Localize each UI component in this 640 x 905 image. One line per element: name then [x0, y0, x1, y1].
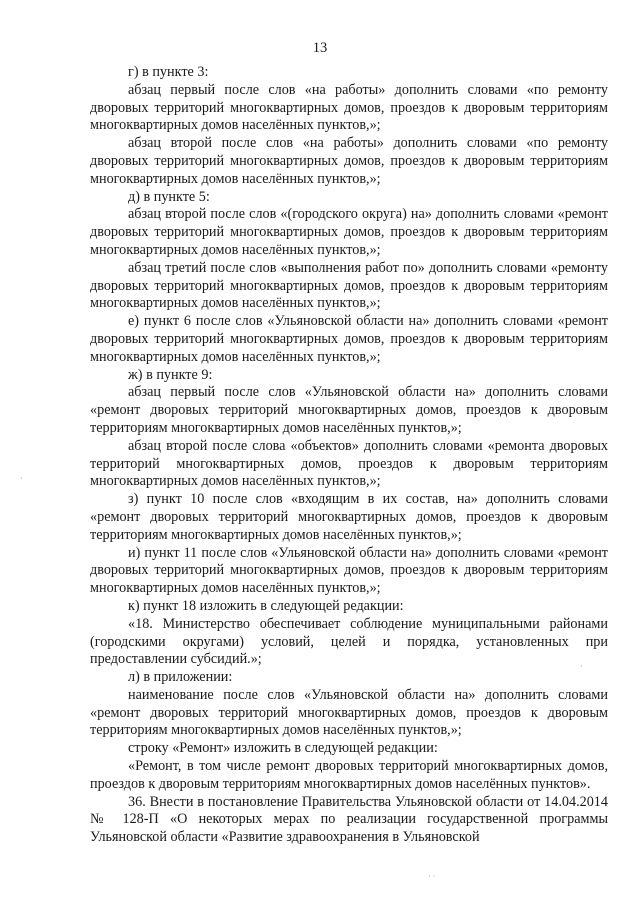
- paragraph: абзац третий после слов «выполнения работ по» дополнить словами «ремонту дворовых территорий многоквартирных домов, проездов к дворовым территориям многоквартирных домов населённых пунктов,»;: [90, 259, 608, 312]
- paragraph: наименование после слов «Ульяновской области на» дополнить словами «ремонт дворовых территорий многоквартирных домов, проездов к дворовым территориям многоквартирных домов населённых пунктов,»;: [90, 686, 608, 739]
- paragraph-36: 36. Внести в постановление Правительства Ульяновской области от 14.04.2014 № 128-П «О некоторых мерах по реализации государственной программы Ульяновской области «Развитие здравоохранения в Ульяновской: [90, 793, 608, 846]
- scan-mark: ·: [20, 474, 23, 483]
- paragraph: абзац второй после слов «(городского округа) на» дополнить словами «ремонт дворовых территорий многоквартирных домов, проездов к дворовым территориям многоквартирных домов населённых пунктов,»;: [90, 206, 608, 258]
- paragraph-z: з) пункт 10 после слов «входящим в их состав, на» дополнить словами «ремонт дворовых территорий многоквартирных домов, проездов к дворовым территориям многоквартирных домов населённых пунктов,»;: [90, 491, 608, 543]
- paragraph: строку «Ремонт» изложить в следующей редакции:: [128, 740, 438, 757]
- paragraph-d: д) в пункте 5:: [128, 188, 210, 205]
- paragraph: абзац второй после слов «на работы» дополнить словами «по ремонту дворовых территорий многоквартирных домов, проездов к дворовым территориям многоквартирных домов населённых пунктов,»;: [90, 135, 608, 187]
- paragraph-g: г) в пункте 3:: [128, 64, 209, 80]
- scan-mark: · ·: [428, 872, 436, 881]
- quoted-paragraph: «Ремонт, в том числе ремонт дворовых территорий многоквартирных домов, проездов к дворовым территориям многоквартирных домов населённых пунктов».: [90, 758, 608, 792]
- page-number: 13: [312, 40, 328, 56]
- paragraph: абзац первый после слов «на работы» дополнить словами «по ремонту дворовых территорий многоквартирных домов, проездов к дворовым территориям многоквартирных домов населённых пунктов,»;: [90, 81, 608, 134]
- paragraph-e: е) пункт 6 после слов «Ульяновской области на» дополнить словами «ремонт дворовых территорий многоквартирных домов, проездов к дворовым территориям многоквартирных домов населённых пунктов,»;: [90, 313, 608, 365]
- paragraph-l: л) в приложении:: [128, 669, 233, 686]
- quoted-paragraph: «18. Министерство обеспечивает соблюдение муниципальными районами (городскими округами) условий, целей и порядка, установленных при предоставлении субсидий.»;: [90, 615, 608, 668]
- document-body: [90, 64, 608, 847]
- paragraph-k: к) пункт 18 изложить в следующей редакции:: [128, 597, 404, 614]
- scan-mark: ·: [580, 662, 583, 671]
- paragraph: абзац первый после слов «Ульяновской области на» дополнить словами «ремонт дворовых территорий многоквартирных домов, проездов к дворовым территориям многоквартирных домов населённых пунктов,»;: [90, 384, 608, 436]
- paragraph-zh: ж) в пункте 9:: [128, 366, 213, 383]
- paragraph: абзац второй после слова «объектов» дополнить словами «ремонта дворовых территорий многоквартирных домов, проездов к дворовым территориям многоквартирных домов населённых пунктов,»;: [90, 437, 608, 490]
- paragraph-i: и) пункт 11 после слов «Ульяновской области на» дополнить словами «ремонт дворовых территорий многоквартирных домов, проездов к дворовым территориям многоквартирных домов населённых пунктов,»;: [90, 544, 608, 597]
